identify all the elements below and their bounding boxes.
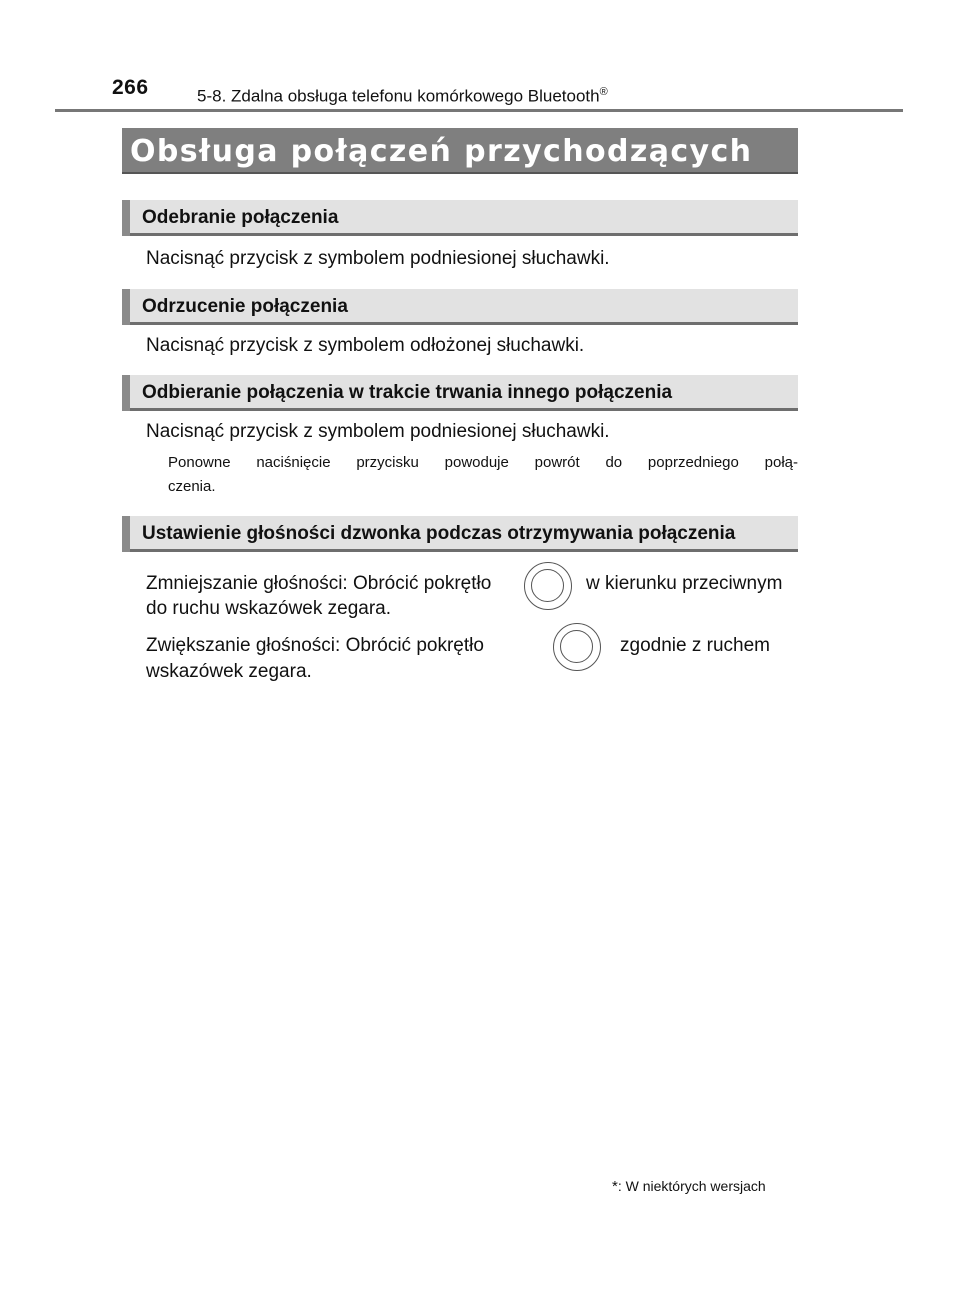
section-heading-label: Odebranie połączenia	[142, 207, 339, 228]
reject-instruction: Nacisnąć przycisk z symbolem odłożonej słuchawki.	[146, 335, 585, 356]
section-marker	[122, 200, 130, 236]
call-waiting-note-line1: Ponowne naciśnięcie przycisku powoduje powrót do poprzedniego połą-	[168, 454, 798, 471]
chapter-asterisk: *	[862, 132, 870, 152]
volume-decrease-text-part2: w kierunku przeciwnym	[586, 573, 783, 594]
section-heading-label: Odbieranie połączenia w trakcie trwania innego połączenia	[142, 382, 673, 403]
volume-decrease-text-line2: do ruchu wskazówek zegara.	[146, 598, 392, 619]
section-heading-label: Odrzucenie połączenia	[142, 296, 348, 317]
volume-increase-text-part2: zgodnie z ruchem	[620, 635, 770, 656]
volume-knob-icon	[524, 562, 572, 610]
footnote	[612, 1178, 766, 1195]
section-heading-call-waiting	[122, 375, 798, 411]
volume-decrease-text-part1: Zmniejszanie głośności: Obrócić pokrętło	[146, 573, 492, 594]
footnote-text: : W niektórych wersjach	[617, 1178, 766, 1194]
header-rule	[55, 109, 903, 112]
chapter-banner	[122, 128, 870, 174]
volume-increase-text-line2: wskazówek zegara.	[146, 661, 312, 682]
section-marker	[122, 516, 130, 552]
call-waiting-note	[168, 451, 798, 499]
section-heading-answer	[122, 200, 798, 236]
call-waiting-note-line2: czenia.	[168, 478, 216, 495]
registered-mark: ®	[599, 86, 608, 98]
call-waiting-instruction: Nacisnąć przycisk z symbolem podniesionej słuchawki.	[146, 421, 610, 442]
section-marker	[122, 289, 130, 325]
volume-increase-text-part1: Zwiększanie głośności: Obrócić pokrętło	[146, 635, 484, 656]
running-header-title: 5-8. Zdalna obsługa telefonu komórkowego Bluetooth	[197, 86, 600, 106]
answer-instruction: Nacisnąć przycisk z symbolem podniesionej słuchawki.	[146, 248, 610, 269]
section-heading-label: Ustawienie głośności dzwonka podczas otrzymywania połączenia	[142, 523, 736, 544]
section-heading-reject	[122, 289, 798, 325]
chapter-title: Obsługa połączeń przychodzących	[130, 134, 753, 169]
section-marker	[122, 375, 130, 411]
running-header	[197, 86, 608, 107]
section-heading-ringtone-volume	[122, 516, 798, 552]
footnote-star: *	[612, 1178, 618, 1195]
volume-knob-icon	[553, 623, 601, 671]
page-number: 266	[112, 76, 149, 99]
